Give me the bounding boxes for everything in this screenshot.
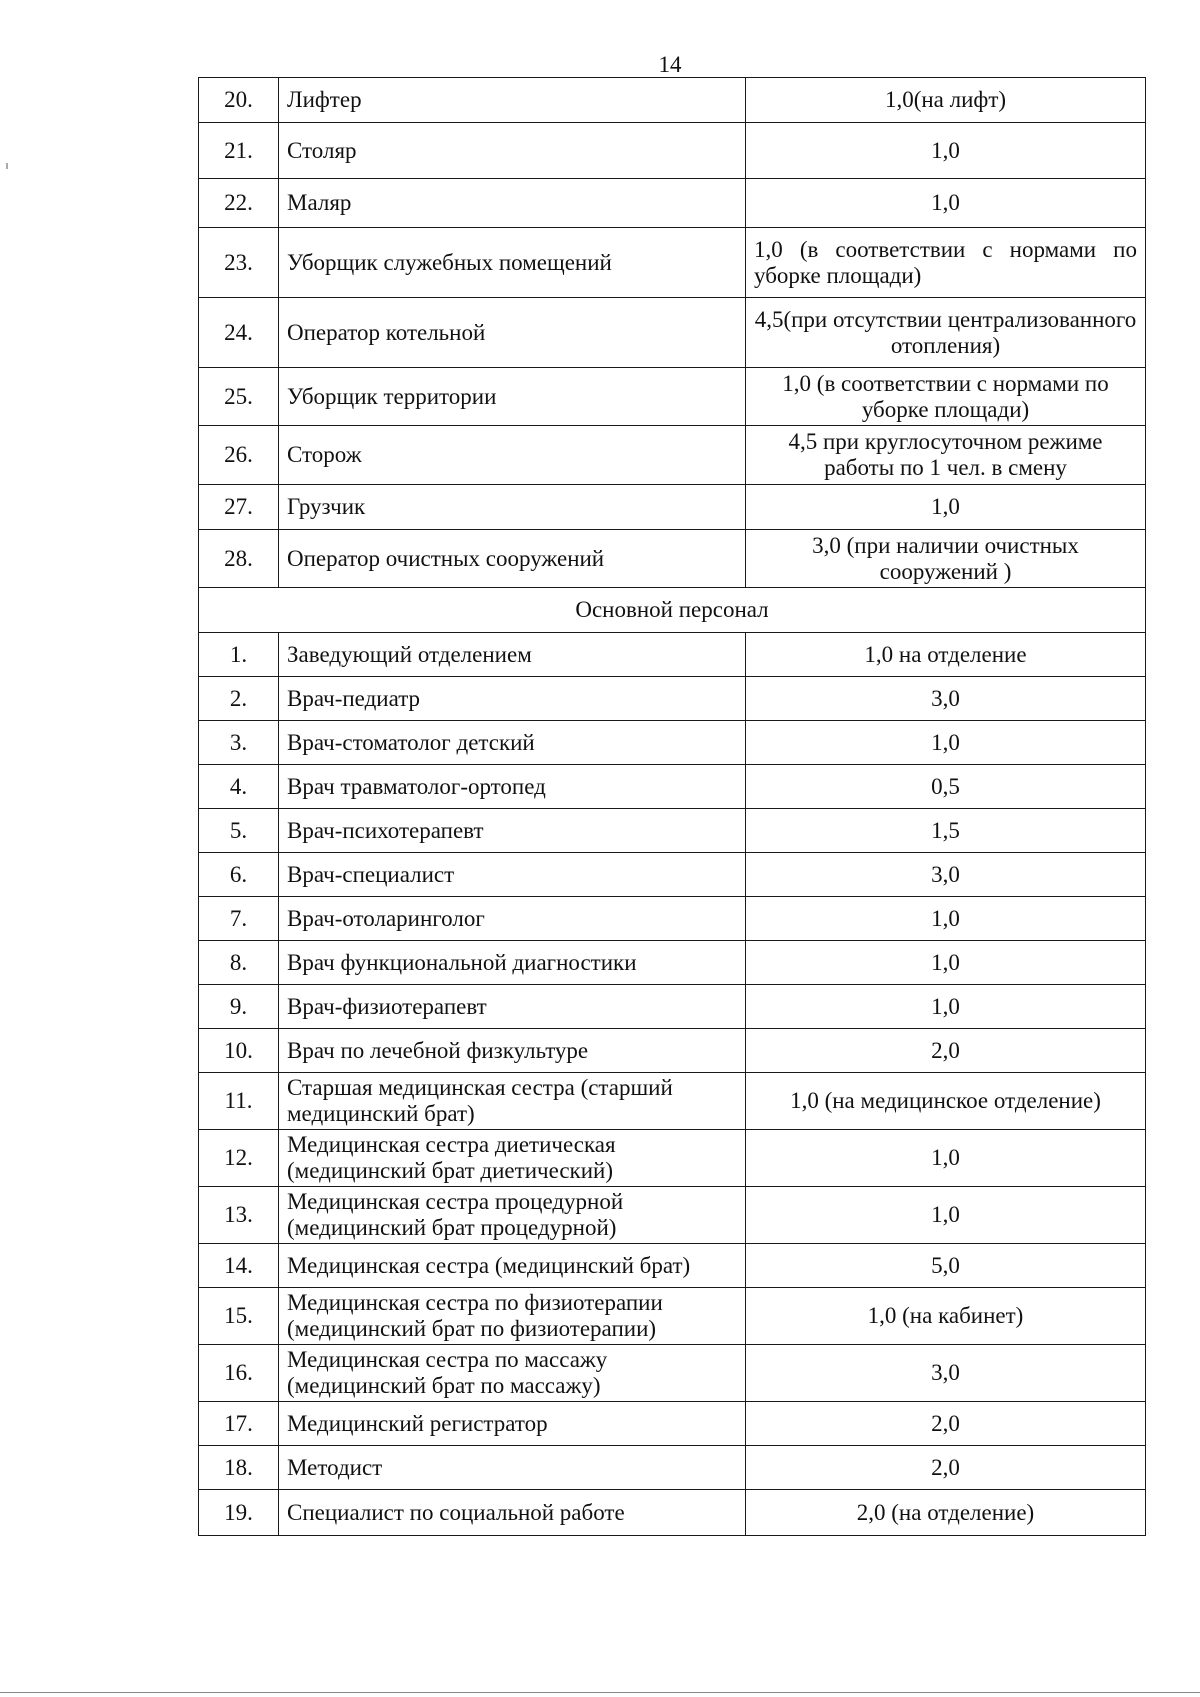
table-row <box>199 941 1146 985</box>
staff-norm: 4,5(при отсутствии централизованного отопления) <box>746 298 1146 368</box>
position-title: Специалист по социальной работе <box>279 1490 746 1536</box>
row-number: 15. <box>199 1288 279 1345</box>
staff-norm: 3,0 (при наличии очистных сооружений ) <box>746 530 1146 588</box>
row-number: 16. <box>199 1345 279 1402</box>
table-row <box>199 298 1146 368</box>
position-title: Маляр <box>279 179 746 228</box>
table-row <box>199 1130 1146 1187</box>
staff-norm: 1,0 <box>746 941 1146 985</box>
row-number: 17. <box>199 1402 279 1446</box>
staffing-table <box>198 77 1146 1536</box>
row-number: 27. <box>199 485 279 530</box>
row-number: 22. <box>199 179 279 228</box>
position-title: Врач травматолог-ортопед <box>279 765 746 809</box>
table-row <box>199 1187 1146 1244</box>
table-row <box>199 530 1146 588</box>
row-number: 7. <box>199 897 279 941</box>
row-number: 19. <box>199 1490 279 1536</box>
table-row <box>199 123 1146 179</box>
position-title: Оператор котельной <box>279 298 746 368</box>
staff-norm: 3,0 <box>746 853 1146 897</box>
row-number: 1. <box>199 633 279 677</box>
table-row <box>199 368 1146 426</box>
table-row <box>199 1446 1146 1490</box>
row-number: 23. <box>199 228 279 298</box>
row-number: 21. <box>199 123 279 179</box>
position-title: Медицинская сестра процедурной (медицинский брат процедурной) <box>279 1187 746 1244</box>
position-title: Врач-отоларинголог <box>279 897 746 941</box>
row-number: 14. <box>199 1244 279 1288</box>
table-row <box>199 1345 1146 1402</box>
position-title: Уборщик территории <box>279 368 746 426</box>
table-row <box>199 721 1146 765</box>
position-title: Врач-педиатр <box>279 677 746 721</box>
row-number: 8. <box>199 941 279 985</box>
table-row <box>199 1490 1146 1536</box>
staff-norm: 2,0 (на отделение) <box>746 1490 1146 1536</box>
staff-norm: 1,0 <box>746 179 1146 228</box>
scan-edge-line <box>0 1692 1200 1693</box>
row-number: 4. <box>199 765 279 809</box>
staff-norm: 2,0 <box>746 1402 1146 1446</box>
row-number: 20. <box>199 78 279 123</box>
position-title: Грузчик <box>279 485 746 530</box>
staff-norm: 1,0 <box>746 985 1146 1029</box>
table-row <box>199 228 1146 298</box>
position-title: Лифтер <box>279 78 746 123</box>
table-row <box>199 1073 1146 1130</box>
page-number: 14 <box>658 52 682 77</box>
staff-norm: 1,0 (в соответствии с нормами по уборке площади) <box>746 368 1146 426</box>
row-number: 13. <box>199 1187 279 1244</box>
row-number: 9. <box>199 985 279 1029</box>
row-number: 25. <box>199 368 279 426</box>
staff-norm: 1,0 <box>746 721 1146 765</box>
position-title: Оператор очистных сооружений <box>279 530 746 588</box>
position-title: Медицинская сестра по массажу (медицинский брат по массажу) <box>279 1345 746 1402</box>
table-row <box>199 1029 1146 1073</box>
position-title: Столяр <box>279 123 746 179</box>
section-header-row <box>199 588 1146 633</box>
staff-norm: 4,5 при круглосуточном режиме работы по 1 чел. в смену <box>746 426 1146 485</box>
section-title: Основной персонал <box>199 588 1146 633</box>
position-title: Медицинский регистратор <box>279 1402 746 1446</box>
position-title: Методист <box>279 1446 746 1490</box>
staff-norm: 1,0 <box>746 1187 1146 1244</box>
row-number: 11. <box>199 1073 279 1130</box>
staff-norm: 1,0 (в соответствии с нормами по уборке площади) <box>746 228 1146 298</box>
row-number: 24. <box>199 298 279 368</box>
staff-norm: 3,0 <box>746 677 1146 721</box>
position-title: Врач-психотерапевт <box>279 809 746 853</box>
staff-norm: 1,0 (на медицинское отделение) <box>746 1073 1146 1130</box>
row-number: 5. <box>199 809 279 853</box>
staff-norm: 1,0 на отделение <box>746 633 1146 677</box>
position-title: Врач-физиотерапевт <box>279 985 746 1029</box>
position-title: Уборщик служебных помещений <box>279 228 746 298</box>
position-title: Сторож <box>279 426 746 485</box>
row-number: 6. <box>199 853 279 897</box>
row-number: 28. <box>199 530 279 588</box>
staff-norm: 2,0 <box>746 1446 1146 1490</box>
table-row <box>199 633 1146 677</box>
table-row <box>199 485 1146 530</box>
staff-norm: 0,5 <box>746 765 1146 809</box>
staff-norm: 1,0 <box>746 1130 1146 1187</box>
staff-norm: 2,0 <box>746 1029 1146 1073</box>
staff-norm: 3,0 <box>746 1345 1146 1402</box>
table-row <box>199 1244 1146 1288</box>
row-number: 2. <box>199 677 279 721</box>
position-title: Заведующий отделением <box>279 633 746 677</box>
staff-norm: 1,0 <box>746 123 1146 179</box>
position-title: Старшая медицинская сестра (старший медицинский брат) <box>279 1073 746 1130</box>
staff-norm: 1,5 <box>746 809 1146 853</box>
scan-artifact <box>6 163 8 169</box>
position-title: Врач-специалист <box>279 853 746 897</box>
table-row <box>199 1402 1146 1446</box>
staff-norm: 1,0 <box>746 897 1146 941</box>
table-row <box>199 677 1146 721</box>
table-row <box>199 897 1146 941</box>
position-title: Врач функциональной диагностики <box>279 941 746 985</box>
row-number: 18. <box>199 1446 279 1490</box>
row-number: 3. <box>199 721 279 765</box>
table-row <box>199 1288 1146 1345</box>
position-title: Медицинская сестра (медицинский брат) <box>279 1244 746 1288</box>
table-row <box>199 853 1146 897</box>
table-row <box>199 179 1146 228</box>
row-number: 12. <box>199 1130 279 1187</box>
row-number: 26. <box>199 426 279 485</box>
staff-norm: 1,0 (на кабинет) <box>746 1288 1146 1345</box>
position-title: Врач по лечебной физкультуре <box>279 1029 746 1073</box>
table-row <box>199 985 1146 1029</box>
staff-norm: 1,0 <box>746 485 1146 530</box>
position-title: Медицинская сестра диетическая (медицинский брат диетический) <box>279 1130 746 1187</box>
position-title: Медицинская сестра по физиотерапии (медицинский брат по физиотерапии) <box>279 1288 746 1345</box>
staff-norm: 1,0(на лифт) <box>746 78 1146 123</box>
row-number: 10. <box>199 1029 279 1073</box>
table-row <box>199 78 1146 123</box>
staff-norm: 5,0 <box>746 1244 1146 1288</box>
table-row <box>199 809 1146 853</box>
table-row <box>199 765 1146 809</box>
position-title: Врач-стоматолог детский <box>279 721 746 765</box>
table-row <box>199 426 1146 485</box>
